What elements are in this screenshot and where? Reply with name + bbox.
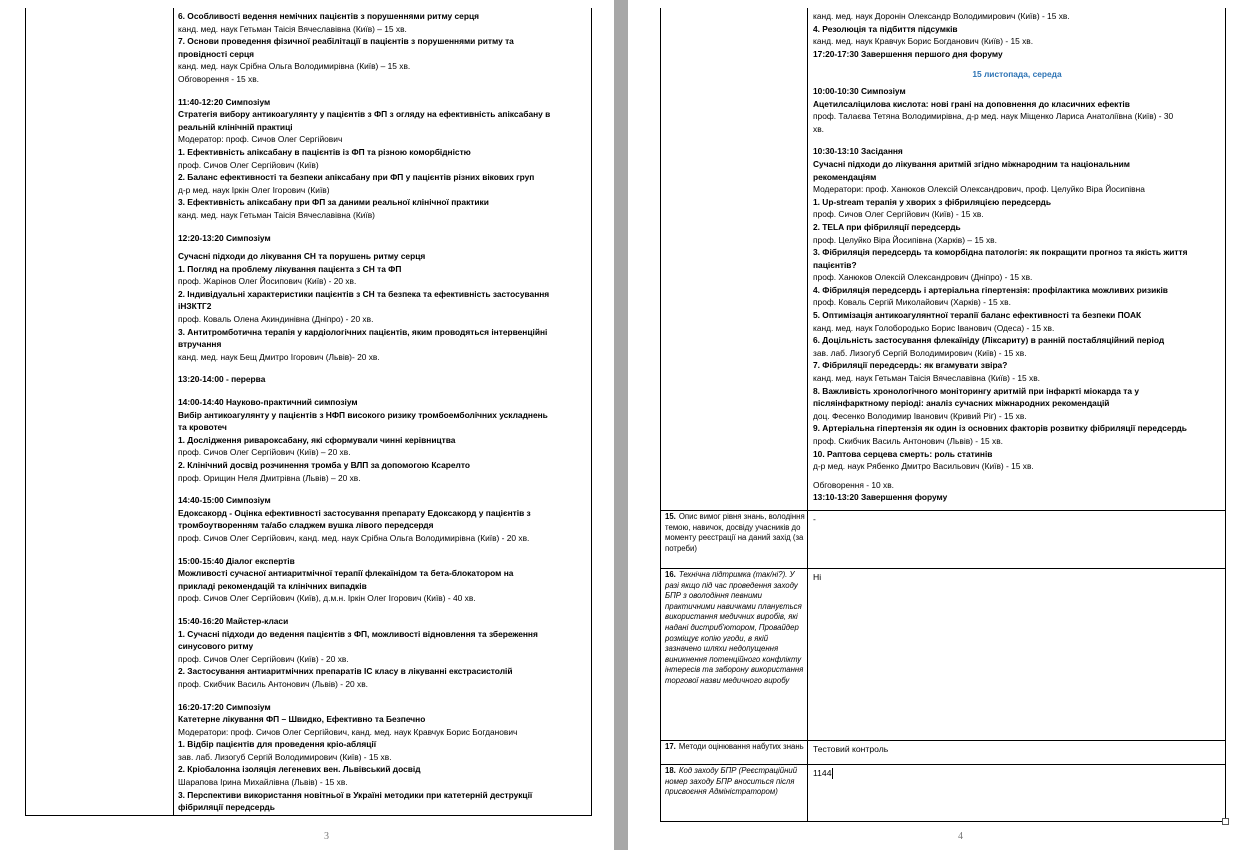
program-item-title: 1. Сучасні підходи до ведення пацієнтів з ФП, можливості відновлення та збереження: [178, 628, 538, 639]
program-item-text: канд. мед. наук Доронін Олександр Володимирович (Київ) - 15 хв.: [813, 11, 1070, 21]
spacer: [178, 363, 586, 373]
program-item-text: Модератор: проф. Сичов Олег Сергійович: [178, 134, 343, 145]
program-item-title: 2. Кріобалонна ізоляція легеневих вен. Львівський досвід: [178, 764, 421, 775]
program-item-title: іНЗКТГ2: [178, 301, 212, 312]
program-item-title: 3. Ефективність апіксабану при ФП за даними реальної клінічної практики: [178, 197, 489, 208]
program-item-text: проф. Скибчик Василь Антонович (Львів) - 20 хв.: [178, 678, 368, 689]
program-item-title: реальній клінічній практиці: [178, 121, 293, 132]
program-item-title: 14:40-15:00 Симпозіум: [178, 495, 271, 506]
program-item-text: хв.: [813, 123, 824, 134]
program-item-title: втручання: [178, 339, 222, 350]
spacer: [813, 135, 1221, 145]
program-item-title: Стратегія вибору антикоагулянту у пацієнтів з ФП з огляду на ефективність апіксабану в: [178, 109, 551, 120]
form-row-value[interactable]: [813, 767, 833, 779]
program-item-title: 3. Антитромботична терапія у кардіологічних пацієнтів, яким проводяться інтервенційні: [178, 326, 548, 337]
program-item-text: д-р мед. наук Рябенко Дмитро Васильович (Київ) - 15 хв.: [813, 461, 1034, 472]
program-item-title: Вибір антикоагулянту у пацієнтів з НФП високого ризику тромбоемболічних ускладнень: [178, 409, 548, 420]
form-row-label: [665, 570, 805, 687]
form-row-label: [665, 766, 805, 798]
page-number: 3: [324, 831, 329, 842]
program-item-title: 17:20-17:30 Завершення першого дня форуму: [813, 48, 1003, 59]
program-item-title: рекомендаціям: [813, 171, 877, 182]
program-item-text: проф. Сичов Олег Сергійович (Київ) - 20 хв.: [178, 653, 349, 664]
program-item-title: пацієнтів?: [813, 259, 857, 270]
program-item-title: 2. TELA при фібриляції передсердь: [813, 221, 961, 232]
program-item-text: проф. Сичов Олег Сергійович (Київ): [178, 159, 319, 170]
program-item-title: 2. Баланс ефективності та безпеки апіксабану при ФП у пацієнтів різних вікових груп: [178, 172, 535, 183]
row-value-text: Тестовий контроль: [813, 744, 889, 754]
program-item-title: 4. Фібриляція передсердь і артеріальна гіпертензія: профілактика можливих ризиків: [813, 284, 1168, 295]
program-content-page-4[interactable]: [813, 10, 1221, 504]
program-item-text: канд. мед. наук Гетьман Таісія Вячеславівна (Київ) – 15 хв.: [178, 23, 407, 34]
program-item-title: 3. Перспективи використання новітньої в Україні методики при катетерній деструкції: [178, 789, 533, 800]
text-cursor: [832, 768, 833, 779]
program-item-text: проф. Целуйко Віра Йосипівна (Харків) – 15 хв.: [813, 234, 997, 245]
program-item-title: тромбоутворенням та/або сладжем вушка лівого передсердя: [178, 520, 434, 531]
form-row-value[interactable]: [813, 743, 888, 755]
program-item-text: канд. мед. наук Срібна Ольга Володимирівна (Київ) – 15 хв.: [178, 61, 411, 72]
form-row-label: [665, 512, 805, 554]
program-item-title: 2. Застосування антиаритмічних препаратів ІС класу в лікуванні екстрасистолій: [178, 666, 513, 677]
table-resize-handle[interactable]: [1222, 818, 1229, 825]
program-content-page-3[interactable]: [178, 10, 586, 814]
row-divider: [661, 568, 1225, 569]
program-item-text: Обговорення - 10 хв.: [813, 479, 895, 490]
row-number: 15.: [665, 512, 676, 521]
page-gutter: [614, 0, 628, 850]
program-item-text: проф. Коваль Сергій Миколайович (Харків) - 15 хв.: [813, 297, 1011, 308]
program-item-title: 12:20-13:20 Симпозіум: [178, 232, 271, 243]
program-item-title: 13:20-14:00 - перерва: [178, 374, 266, 385]
program-item-title: 4. Резолюція та підбиття підсумків: [813, 23, 958, 34]
program-item-title: 10:30-13:10 Засідання: [813, 146, 903, 157]
document-page-4: [628, 0, 1247, 850]
program-item-title: 1. Дослідження ривароксабану, які сформували чинні керівництва: [178, 434, 456, 445]
row-label-text: Технічна підтримка (так/ні?). У разі якщо під час проведення заходу БПР з оволодіння певними практичними навичками планується використання медичних виробів, які надані дистриб'ютором, Провайдер розміщує копію угоди, в якій зазначено шляхи недопущення виникнення потенційного конфлікту інтересів та заборону використання торгової назви медичного виробу: [665, 570, 804, 685]
spacer: [178, 545, 586, 555]
row-divider: [661, 764, 1225, 765]
spacer: [178, 222, 586, 232]
program-item-text: д-р мед. наук Іркін Олег Ігорович (Київ): [178, 184, 330, 195]
row-label-text: Код заходу БПР (Реєстраційний номер заходу БПР вноситься після присвоєння Адміністратором): [665, 766, 798, 797]
program-item-text: канд. мед. наук Гетьман Таісія Вячеславівна (Київ) - 15 хв.: [813, 373, 1041, 384]
program-item-text: Модератори: проф. Ханюков Олексій Олександрович, проф. Целуйко Віра Йосипівна: [813, 184, 1145, 195]
program-item-title: Едоксакорд - Оцінка ефективності застосування препарату Едоксакорд у пацієнтів з: [178, 507, 531, 518]
form-row-value[interactable]: [813, 571, 821, 583]
spacer: [178, 386, 586, 396]
program-item-title: 14:00-14:40 Науково-практичний симпозіум: [178, 397, 358, 408]
program-item-text: проф. Коваль Олена Акиндинівна (Дніпро) - 20 хв.: [178, 314, 374, 325]
form-row-value[interactable]: [813, 513, 816, 525]
spacer: [178, 691, 586, 701]
program-item-title: Катетерне лікування ФП – Швидко, Ефективно та Безпечно: [178, 714, 426, 725]
program-item-text: проф. Скибчик Василь Антонович (Львів) - 15 хв.: [813, 436, 1003, 446]
program-item-title: 2. Клінічний досвід розчинення тромба у ВЛП за допомогою Ксарелто: [178, 460, 470, 470]
day-heading: 15 листопада, середа: [972, 69, 1062, 80]
program-item-title: 15:00-15:40 Діалог експертів: [178, 555, 295, 566]
program-table-page-3: [25, 8, 592, 816]
row-number: 18.: [665, 766, 676, 775]
program-item-text: зав. лаб. Лизогуб Сергій Володимирович (Київ) - 15 хв.: [813, 347, 1027, 358]
program-item-title: 11:40-12:20 Симпозіум: [178, 96, 271, 107]
program-item-text: проф. Талаєва Тетяна Володимирівна, д-р мед. наук Міщенко Лариса Анатоліївна (Київ) - 30: [813, 111, 1174, 122]
program-item-text: Обговорення - 15 хв.: [178, 73, 260, 84]
program-item-title: 10:00-10:30 Симпозіум: [813, 85, 906, 96]
program-item-title: 5. Оптимізація антикоагулянтної терапії баланс ефективності та безпеки ПОАК: [813, 310, 1142, 321]
row-divider: [661, 740, 1225, 741]
program-item-text: проф. Сичов Олег Сергійович (Київ) - 15 хв.: [813, 209, 984, 220]
program-item-title: синусового ритму: [178, 641, 254, 652]
row-label-text: Методи оцінювання набутих знань: [678, 742, 804, 751]
program-item-title: 16:20-17:20 Симпозіум: [178, 701, 271, 712]
program-item-text: зав. лаб. Лизогуб Сергій Володимирович (Київ) - 15 хв.: [178, 751, 392, 762]
program-item-title: фібриляції передсердь: [178, 802, 275, 813]
program-item-text: проф. Ханюков Олексій Олександрович (Дніпро) - 15 хв.: [813, 272, 1033, 283]
program-item-title: 6. Особливості ведення немічних пацієнтів з порушеннями ритму серця: [178, 11, 479, 21]
program-item-title: Ацетилсаліцилова кислота: нові грані на доповнення до класичних ефектів: [813, 98, 1130, 109]
program-item-title: 1. Up-stream терапія у хворих з фібриляцією передсердь: [813, 196, 1051, 207]
page-number: 4: [958, 831, 963, 842]
row-value-text: 1144: [813, 768, 832, 778]
program-item-title: Можливості сучасної антиаритмічної терапії флекаїнідом та бета-блокатором на: [178, 568, 514, 579]
program-item-title: Сучасні підходи до лікування аритмій згідно міжнародним та національним: [813, 158, 1130, 169]
program-item-title: провідності серця: [178, 48, 255, 59]
program-item-title: 6. Доцільність застосування флекаїніду (Ліксариту) в ранній постабляційний період: [813, 335, 1165, 346]
program-item-title: 2. Індивідуальні характеристики пацієнтів з СН та безпека та ефективність застосування: [178, 288, 550, 299]
row-divider: [661, 510, 1225, 511]
row-number: 16.: [665, 570, 676, 579]
program-item-text: Модератори: проф. Сичов Олег Сергійович, канд. мед. наук Кравчук Борис Богданович: [178, 726, 518, 737]
program-item-title: 7. Фібриляції передсердь: як вгамувати звіра?: [813, 360, 1008, 371]
row-number: 17.: [665, 742, 676, 751]
program-item-title: 10. Раптова серцева смерть: роль статинів: [813, 448, 993, 459]
document-page-3: [0, 0, 614, 850]
program-item-title: післяінфарктному періоді: аналіз сучасних міжнародних рекомендацій: [813, 398, 1110, 409]
program-item-title: 1. Погляд на проблему лікування пацієнта з СН та ФП: [178, 263, 402, 274]
program-item-title: 3. Фібриляція передсердь та коморбідна патологія: як покращити прогноз та якість життя: [813, 247, 1188, 258]
program-item-text: проф. Сичов Олег Сергійович (Київ), д.м.н. Іркін Олег Ігорович (Київ) - 40 хв.: [178, 593, 476, 604]
program-item-title: 15:40-16:20 Майстер-класи: [178, 615, 289, 626]
row-label-text: Опис вимог рівня знань, володіння темою, навичок, досвіду учасників до моменту реєстрації на даний захід (за потреби): [665, 512, 805, 553]
program-item-title: 1. Відбір пацієнтів для проведення кріо-абляції: [178, 739, 377, 750]
program-table-page-4: [660, 8, 1226, 822]
program-item-text: проф. Сичов Олег Сергійович, канд. мед. наук Срібна Ольга Володимирівна (Київ) - 20 хв.: [178, 532, 530, 543]
row-value-text: Ні: [813, 572, 822, 582]
form-row-label: [665, 742, 805, 753]
program-item-text: канд. мед. наук Голобородько Борис Іванович (Одеса) - 15 хв.: [813, 322, 1055, 333]
column-divider: [807, 8, 808, 821]
program-item-text: проф. Сичов Олег Сергійович (Київ) – 20 хв.: [178, 447, 351, 458]
program-item-text: Шарапова Ірина Михайлівна (Львів) - 15 хв.: [178, 777, 348, 788]
program-item-title: 9. Артеріальна гіпертензія як один із основних факторів розвитку фібриляції передсердь: [813, 423, 1187, 434]
program-item-title: 13:10-13:20 Завершення форуму: [813, 492, 948, 503]
spacer: [178, 86, 586, 96]
spacer: [178, 605, 586, 615]
program-item-title: Сучасні підходи до лікування СН та порушень ритму серця: [178, 251, 426, 262]
program-item-title: 7. Основи проведення фізичної реабілітації в пацієнтів з порушеннями ритму та: [178, 36, 514, 47]
program-item-text: проф. Жарінов Олег Йосипович (Київ) - 20 хв.: [178, 276, 357, 287]
program-item-text: канд. мед. наук Гетьман Таісія Вячеславівна (Київ): [178, 209, 375, 220]
row-value-text: -: [813, 514, 816, 524]
program-item-title: 1. Ефективність апіксабану в пацієнтів із ФП та різною коморбідністю: [178, 146, 471, 157]
program-item-title: прикладі рекомендацій та клінічних випадків: [178, 580, 367, 591]
spacer: [178, 484, 586, 494]
program-item-text: доц. Фесенко Володимир Іванович (Кривий Ріг) - 15 хв.: [813, 410, 1027, 421]
program-item-text: канд. мед. наук Бещ Дмитро Ігорович (Львів)- 20 хв.: [178, 351, 380, 362]
program-item-text: канд. мед. наук Кравчук Борис Богданович (Київ) - 15 хв.: [813, 36, 1034, 47]
program-item-text: проф. Орищин Неля Дмитрівна (Львів) – 20 хв.: [178, 472, 361, 483]
program-item-title: 8. Важливість хронологічного моніторингу аритмій при інфаркті міокарда та у: [813, 385, 1140, 396]
program-item-title: та кровотеч: [178, 422, 227, 433]
column-divider: [173, 8, 174, 815]
